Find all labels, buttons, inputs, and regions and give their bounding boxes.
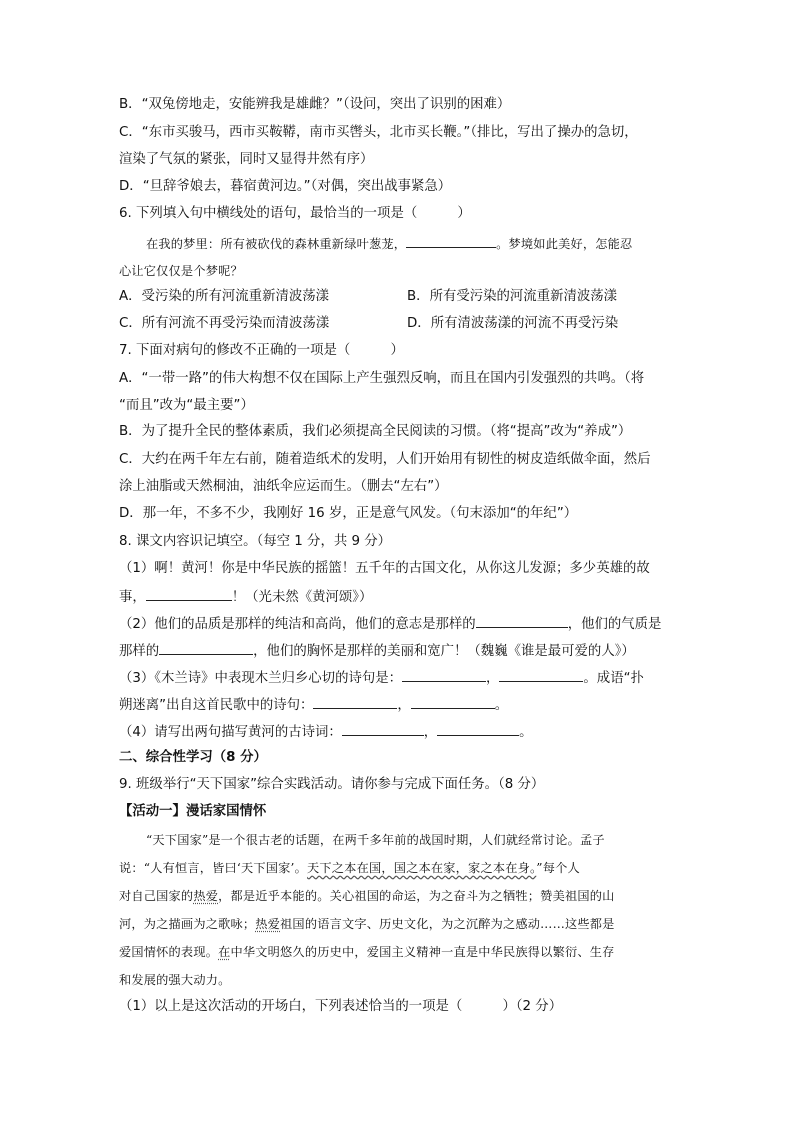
section-2-heading <box>119 749 679 767</box>
q8-3-text-2b: ， <box>397 698 411 713</box>
q8-2-text-1a: （2）他们的品质是那样的纯洁和高尚，他们的意志是那样的 <box>119 617 476 632</box>
section-2-title: 二、综合性学习（8 分） <box>119 750 267 765</box>
option-c-text-1: C．“东市买骏马，西市买鞍鞯，南市买辔头，北市买长鞭。”（排比，写出了操办的急切， <box>119 125 638 140</box>
q6-option-c: C．所有河流不再受污染而清波荡漾 <box>119 316 330 331</box>
passage-text-5b-marked: 在 <box>218 945 231 959</box>
q6-passage-a: 在我的梦里：所有被砍伐的森林重新绿叶葱茏， <box>146 237 407 251</box>
passage-text-4a: 河，为之描画为之歌咏； <box>119 917 256 931</box>
q8-2-text-2b: ，他们的胸怀是那样的美丽和宽广！（魏巍《谁是最可爱的人》） <box>253 644 635 659</box>
q8-4-text-c: 。 <box>519 725 533 740</box>
q8-4-text-a: （4）请写出两句描写黄河的古诗词： <box>119 725 342 740</box>
question-7-text: 7. 下面对病句的修改不正确的一项是（ ） <box>119 343 404 358</box>
q7-option-b-line <box>119 423 679 441</box>
option-d-line <box>119 178 679 196</box>
option-d-text: D．“旦辞爷娘去，暮宿黄河边。”（对偶，突出战事紧急） <box>119 179 452 194</box>
q8-3-blank-2[interactable] <box>499 668 583 682</box>
passage-line-2 <box>119 859 679 877</box>
passage-text-2a: 说：“人有恒言，皆曰‘天下国家’。 <box>119 861 308 875</box>
q8-2-text-1b: ，他们的气质是 <box>567 617 662 632</box>
question-9-text: 9. 班级举行“天下国家”综合实践活动。请你参与完成下面任务。（8 分） <box>119 777 545 792</box>
q7-option-a-line-1 <box>119 370 679 388</box>
option-b-line <box>119 96 679 114</box>
passage-text-5a: 爱国情怀的表现。 <box>119 945 219 959</box>
q7-option-d-line <box>119 505 679 523</box>
q8-4-blank-2[interactable] <box>437 722 519 736</box>
q8-3-blank-1[interactable] <box>402 668 486 682</box>
q8-2-blank-1[interactable] <box>476 614 568 628</box>
q6-passage-line-1 <box>146 234 686 253</box>
q7-option-c-line-1 <box>119 451 679 469</box>
q8-4-blank-1[interactable] <box>342 722 424 736</box>
q8-2-line-1 <box>119 614 679 634</box>
question-9-1-text: （1）以上是这次活动的开场白，下列表述恰当的一项是（ ）（2 分） <box>119 999 563 1014</box>
question-7 <box>119 342 679 360</box>
passage-text-1: “天下国家”是一个很古老的话题，在两千多年前的战国时期，人们就经常讨论。孟子 <box>146 833 605 847</box>
passage-line-6 <box>119 971 679 989</box>
q8-3-line-2 <box>119 695 679 715</box>
passage-text-2b-underlined: 天下之本在国，国之本在家，家之本在身。 <box>307 861 537 875</box>
q8-1-line-1 <box>119 560 679 578</box>
q7-option-c-text-1: C．大约在两千年左右前，随着造纸术的发明，人们开始用有韧性的树皮造纸做伞面，然后 <box>119 452 651 467</box>
passage-line-1 <box>146 831 686 849</box>
q6-passage-c: 心让它仅仅是个梦呢？ <box>119 264 243 278</box>
q8-2-line-2 <box>119 641 679 661</box>
passage-text-3a: 对自己国家的 <box>119 889 194 903</box>
question-9 <box>119 776 679 794</box>
option-c-text-2: 渲染了气氛的紧张，同时又显得井然有序） <box>119 152 374 167</box>
q8-1-text-2b: ！（光未然《黄河颂》） <box>231 590 373 605</box>
passage-text-3c: ，都是近乎本能的。关心祖国的命运，为之奋斗为之牺牲；赞美祖国的山 <box>218 889 615 903</box>
passage-text-4b-marked: 热爱 <box>255 917 281 931</box>
q8-3-blank-3[interactable] <box>313 695 397 709</box>
q6-option-b: B．所有受污染的河流重新清波荡漾 <box>407 289 618 304</box>
activity-1-title: 【活动一】漫话家国情怀 <box>119 804 267 819</box>
q8-1-line-2 <box>119 587 679 607</box>
q8-1-text-2a: 事， <box>119 590 146 605</box>
activity-1-heading <box>119 803 679 821</box>
q8-3-text-2a: 朔迷离”出自这首民歌中的诗句： <box>119 698 314 713</box>
q8-3-text-1c: 。成语“扑 <box>583 671 644 686</box>
question-6 <box>119 205 679 223</box>
q8-3-text-1b: ， <box>486 671 500 686</box>
q7-option-a-text-2: “而且”改为“最主要”） <box>119 398 254 413</box>
q6-options-row-2 <box>119 315 679 333</box>
q7-option-b-text: B．为了提升全民的整体素质，我们必须提高全民阅读的习惯。（将“提高”改为“养成”） <box>119 424 632 439</box>
option-c-line-2 <box>119 151 679 169</box>
q8-3-blank-4[interactable] <box>411 695 495 709</box>
q8-4-text-b: ， <box>423 725 438 740</box>
passage-line-4 <box>119 915 679 933</box>
q7-option-c-line-2 <box>119 478 679 496</box>
q6-passage-line-2 <box>119 262 679 280</box>
q7-option-a-line-2 <box>119 397 679 415</box>
q6-passage-b: 。梦境如此美好，怎能忍 <box>496 237 633 251</box>
q6-option-a: A．受污染的所有河流重新清波荡漾 <box>119 289 330 304</box>
q8-2-blank-2[interactable] <box>159 641 253 655</box>
question-8-text: 8. 课文内容识记填空。（每空 1 分，共 9 分） <box>119 534 392 549</box>
passage-text-3b-marked: 热爱 <box>193 889 219 903</box>
q7-option-c-text-2: 涂上油脂或天然桐油，油纸伞应运而生。（删去“左右”） <box>119 479 448 494</box>
question-8 <box>119 533 679 551</box>
q6-options-row-1 <box>119 288 679 306</box>
passage-line-5 <box>119 943 679 961</box>
passage-line-3 <box>119 887 679 905</box>
q8-2-text-2a: 那样的 <box>119 644 160 659</box>
q8-3-line-1 <box>119 668 679 688</box>
q8-3-text-2c: 。 <box>494 698 509 713</box>
q6-blank[interactable] <box>406 234 496 248</box>
passage-text-2c: ”每个人 <box>536 861 580 875</box>
q8-3-text-1a: （3）《木兰诗》中表现木兰归乡心切的诗句是： <box>119 671 403 686</box>
question-6-text: 6. 下列填入句中横线处的语句，最恰当的一项是（ ） <box>119 206 471 221</box>
q8-1-blank[interactable] <box>146 587 232 601</box>
option-c-line-1 <box>119 124 679 142</box>
option-b-text: B．“双兔傍地走，安能辨我是雄雌？”（设问，突出了识别的困难） <box>119 97 511 112</box>
passage-text-5c: 中华文明悠久的历史中，爱国主义精神一直是中华民族得以繁衍、生存 <box>230 945 615 959</box>
q8-4-line <box>119 722 679 742</box>
passage-text-4c: 祖国的语言文字、历史文化，为之沉醉为之感动……这些都是 <box>280 917 615 931</box>
q6-option-d: D．所有清波荡漾的河流不再受污染 <box>407 316 619 331</box>
passage-text-6: 和发展的强大动力。 <box>119 973 231 987</box>
q7-option-d-text: D．那一年，不多不少，我刚好 16 岁，正是意气风发。（句末添加“的年纪”） <box>119 506 578 521</box>
q8-1-text-1: （1）啊！黄河！你是中华民族的摇篮！五千年的古国文化，从你这儿发源；多少英雄的故 <box>119 561 650 576</box>
question-9-1 <box>119 998 679 1016</box>
q7-option-a-text-1: A．“一带一路”的伟大构想不仅在国际上产生强烈反响，而且在国内引发强烈的共鸣。（将 <box>119 371 645 386</box>
